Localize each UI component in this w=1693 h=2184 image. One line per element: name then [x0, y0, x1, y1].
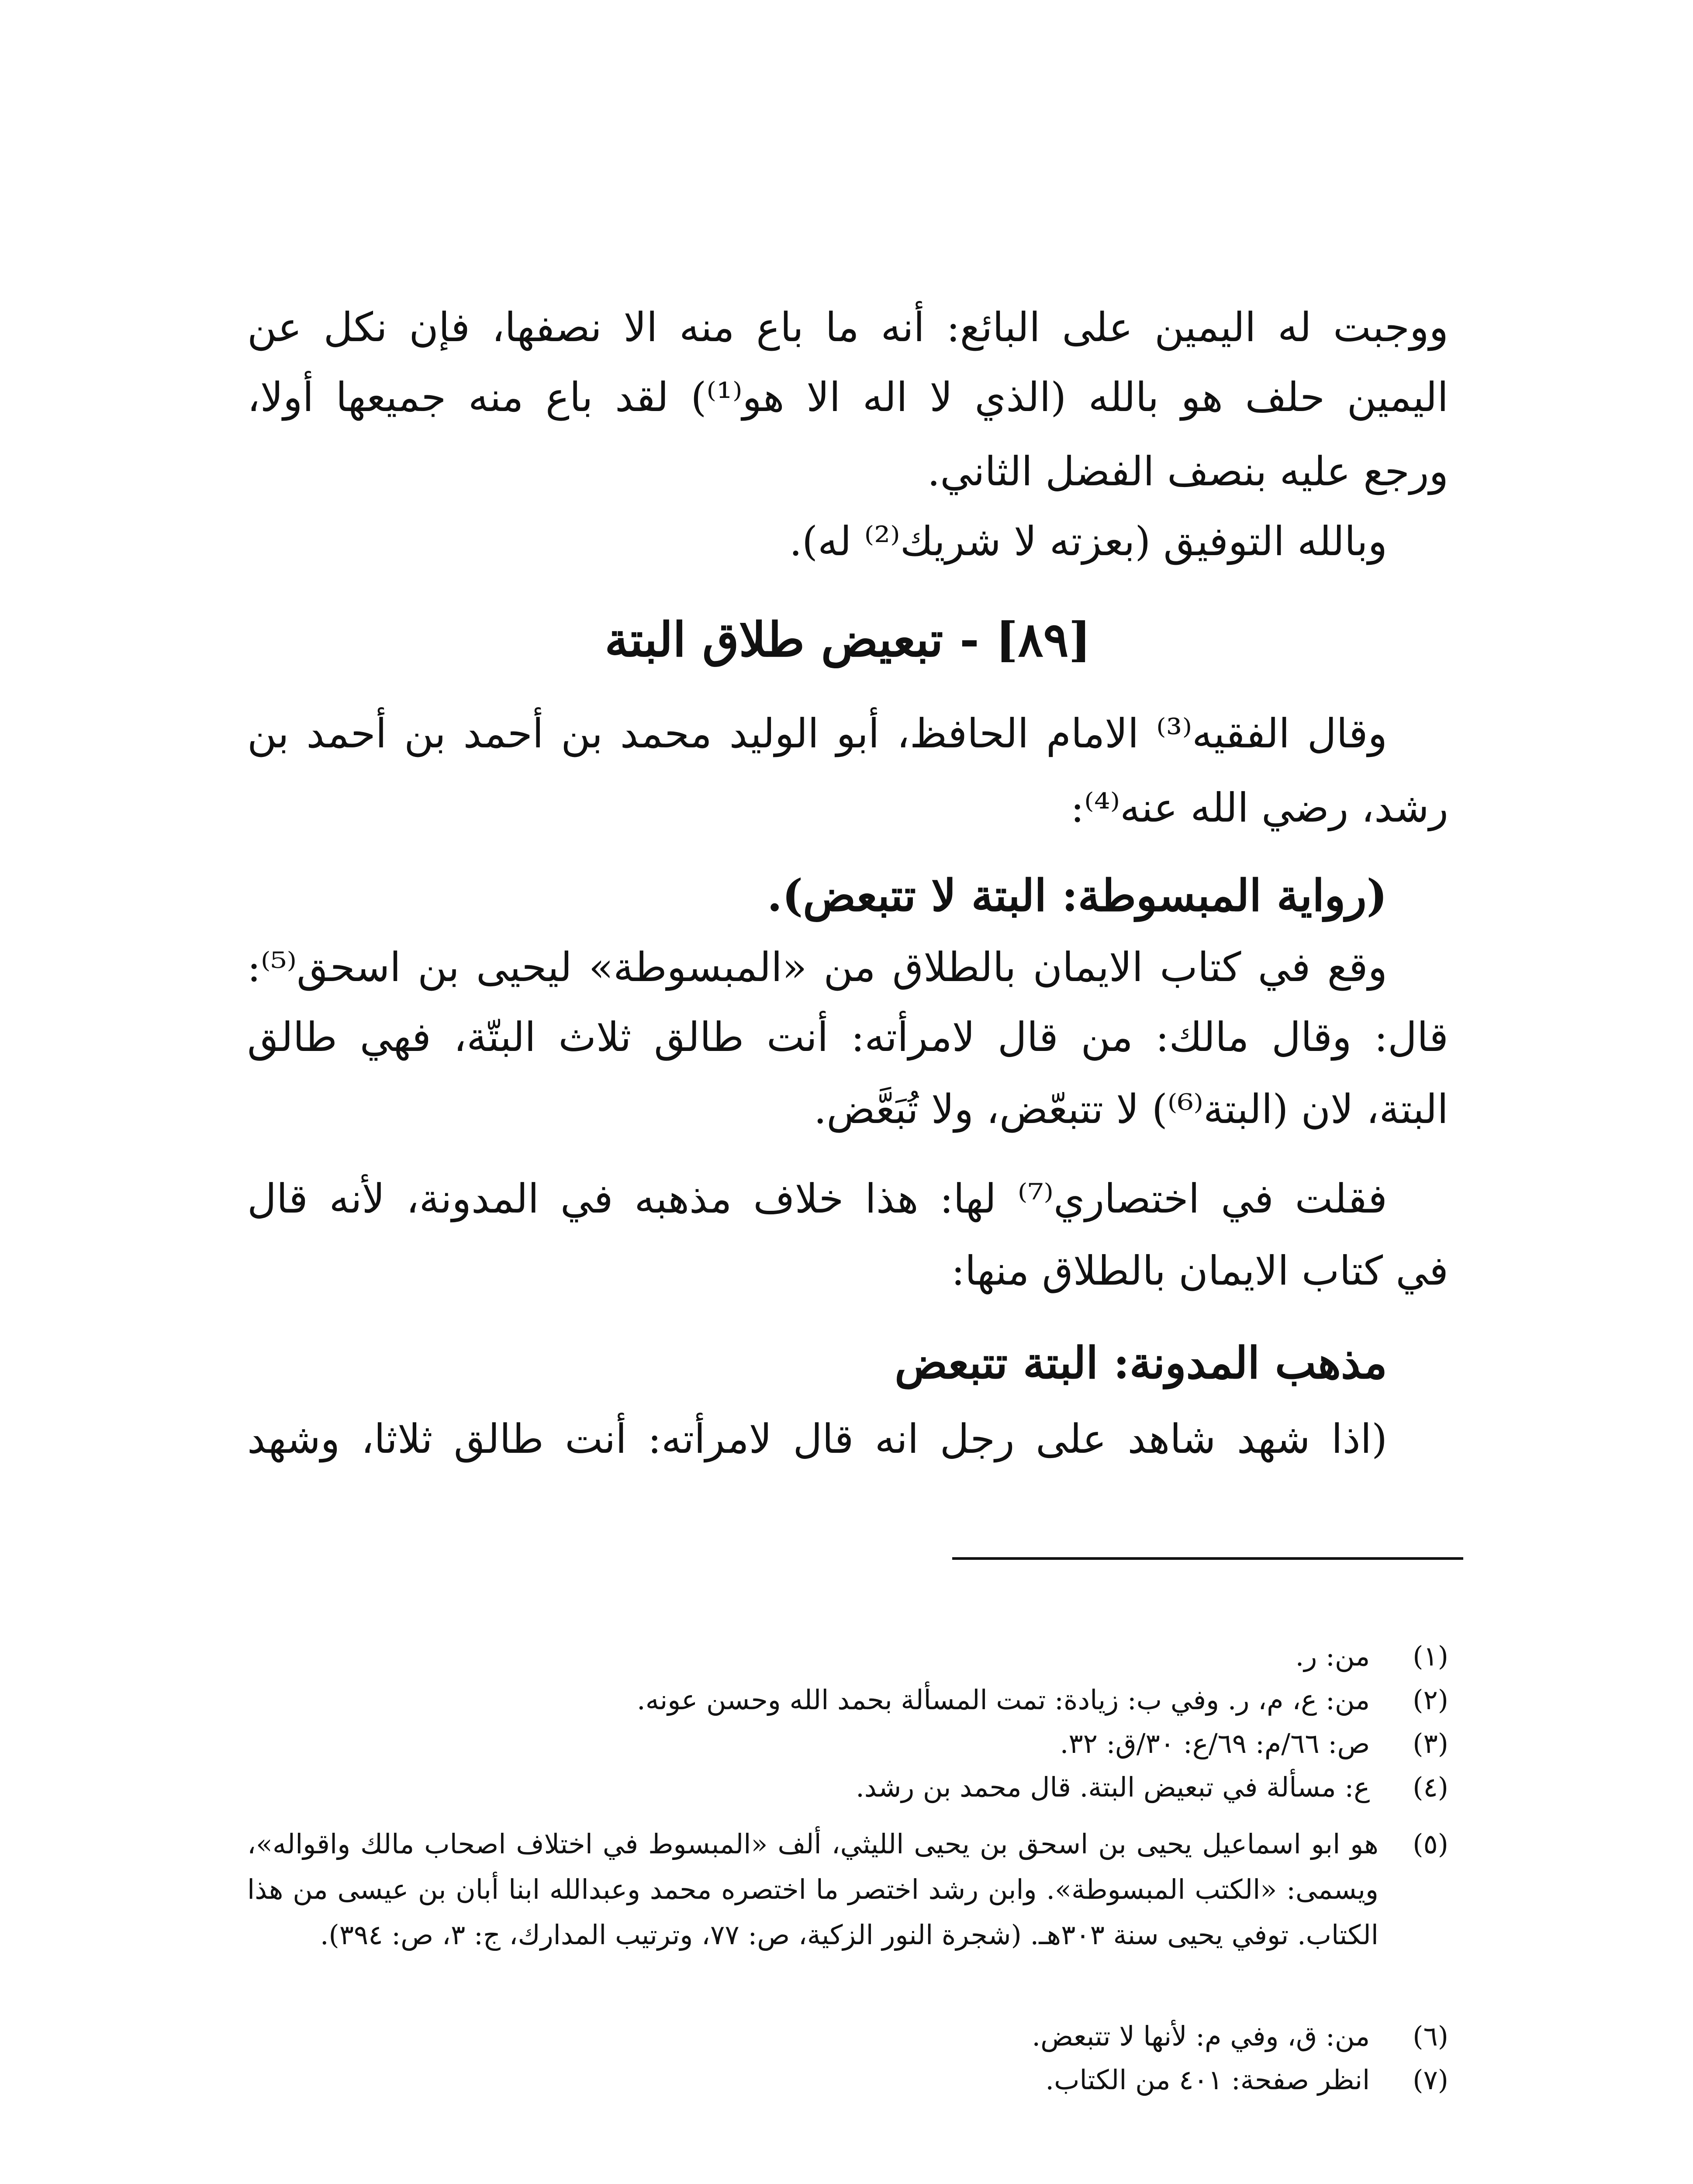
footnote-number: (٧) [1413, 2064, 1448, 2096]
footnote-separator [952, 1557, 1463, 1560]
body-line: فقلت في اختصاري⁽⁷⁾ لها: هذا خلاف مذهبه في المدونة، لأنه قال [247, 1175, 1387, 1222]
footnote-number: (٥) [1413, 1828, 1448, 1860]
footnote [247, 1721, 1448, 1766]
body-line: اليمين حلف هو بالله (الذي لا اله الا هو⁽¹⁾) لقد باع منه جميعها أولا، [247, 374, 1449, 421]
footnote-text: ع: مسألة في تبعيض البتة. قال محمد بن رشد. [856, 1771, 1370, 1803]
body-line: وبالله التوفيق (بعزته لا شريك⁽²⁾ له). [789, 518, 1387, 565]
body-line: البتة، لان (البتة⁽⁶⁾) لا تتبعّض، ولا تُبَعَّض. [814, 1086, 1448, 1133]
subheading: (رواية المبسوطة: البتة لا تتبعض). [767, 870, 1387, 921]
footnote-text: من: ر. [1295, 1640, 1370, 1672]
footnote-number: (٣) [1413, 1728, 1448, 1759]
body-line: (اذا شهد شاهد على رجل انه قال لامرأته: أنت طالق ثلاثا، وشهد [247, 1416, 1387, 1462]
footnote [247, 2057, 1448, 2103]
footnote-text: من: ق، وفي م: لأنها لا تتبعض. [1032, 2020, 1370, 2052]
body-line: رشد، رضي الله عنه⁽⁴⁾: [1071, 784, 1448, 831]
footnote-text: انظر صفحة: ٤٠١ من الكتاب. [1045, 2064, 1370, 2096]
body-line: وقال الفقيه⁽³⁾ الامام الحافظ، أبو الوليد محمد بن أحمد بن أحمد بن [247, 710, 1387, 757]
footnote [247, 2014, 1448, 2059]
body-line: وقع في كتاب الايمان بالطلاق من «المبسوطة» ليحيى بن اسحق⁽⁵⁾: [247, 944, 1387, 991]
footnote-text: هو ابو اسماعيل يحيى بن اسحق بن يحيى الليثي، ألف «المبسوط في اختلاف اصحاب مالك واقواله»، ويسمى: «الكتب المبسوطة». وابن رشد اختصر ما اختصره محمد وعبدالله ابنا أبان بن عيسى من هذا الكتاب. توفي يحيى سنة ٣٠٣هـ. (شجرة النور الزكية، ص: ٧٧، وترتيب المدارك، ج: ٣، ص: ٣٩٤). [247, 1828, 1379, 1951]
footnote-text: من: ع، م، ر. وفي ب: زيادة: تمت المسألة بحمد الله وحسن عونه. [637, 1684, 1370, 1716]
footnote [247, 1821, 1448, 1958]
body-line: قال: وقال مالك: من قال لامرأته: أنت طالق ثلاث البتّة، فهي طالق [247, 1014, 1448, 1061]
footnote [247, 1634, 1448, 1679]
body-line: ووجبت له اليمين على البائع: أنه ما باع منه الا نصفها، فإن نكل عن [247, 304, 1448, 351]
footnote [247, 1765, 1448, 1810]
footnote-number: (١) [1413, 1640, 1448, 1672]
body-line: ورجع عليه بنصف الفضل الثاني. [927, 448, 1448, 495]
footnote-number: (٢) [1413, 1684, 1448, 1716]
section-heading: [٨٩] - تبعيض طلاق البتة [605, 612, 1091, 667]
body-line: في كتاب الايمان بالطلاق منها: [951, 1248, 1448, 1294]
footnote [247, 1677, 1448, 1723]
subheading: مذهب المدونة: البتة تتبعض [895, 1337, 1387, 1389]
footnote-number: (٤) [1413, 1771, 1448, 1803]
footnote-text: ص: ٦٦/م: ٦٩/ع: ٣٠/ق: ٣٢. [1060, 1728, 1370, 1759]
footnote-number: (٦) [1413, 2020, 1448, 2052]
